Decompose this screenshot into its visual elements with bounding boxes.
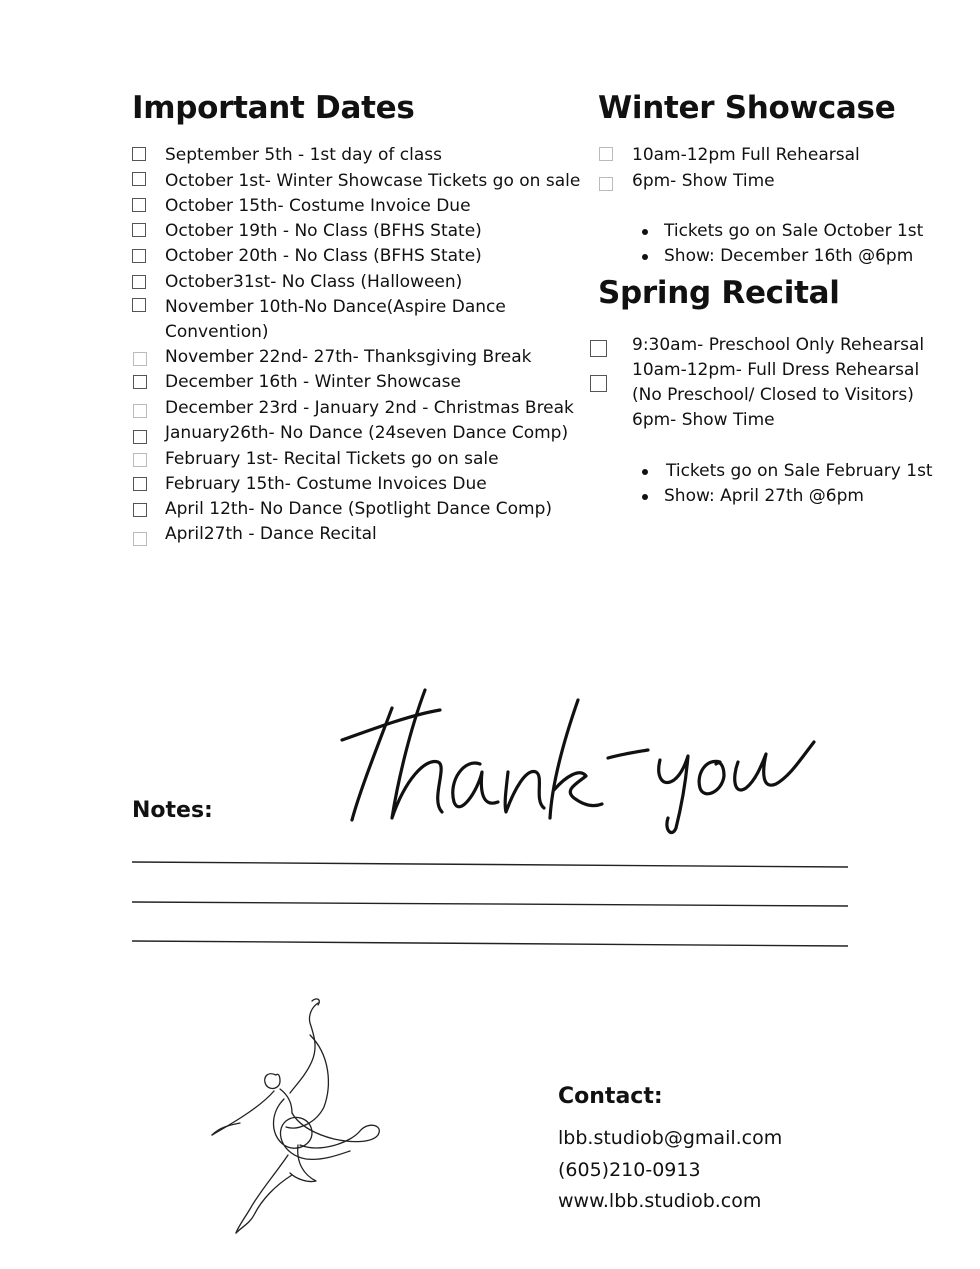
bullet-item: Tickets go on Sale February 1st <box>640 459 933 484</box>
contact-label: Contact: <box>558 1084 663 1109</box>
date-item: February 15th- Costume Invoices Due <box>165 474 487 494</box>
checkbox[interactable] <box>132 147 146 161</box>
checkbox[interactable] <box>133 453 147 467</box>
date-item: January26th- No Dance (24seven Dance Comp) <box>165 423 569 443</box>
recital-item: 6pm- Show Time <box>632 410 775 430</box>
checkbox[interactable] <box>133 352 147 366</box>
date-item: April 12th- No Dance (Spotlight Dance Comp) <box>165 499 552 519</box>
checkbox[interactable] <box>132 249 146 263</box>
date-item: October 15th- Costume Invoice Due <box>165 196 471 216</box>
showcase-item: 6pm- Show Time <box>632 171 775 191</box>
checkbox[interactable] <box>590 375 607 392</box>
checkbox[interactable] <box>132 172 146 186</box>
contact-phone[interactable]: (605)210-0913 <box>558 1159 701 1181</box>
checkbox[interactable] <box>133 430 147 444</box>
recital-item: 9:30am- Preschool Only Rehearsal <box>632 335 925 355</box>
recital-item: 10am-12pm- Full Dress Rehearsal <box>632 360 920 380</box>
checkbox[interactable] <box>133 477 147 491</box>
dancer-illustration <box>200 995 390 1240</box>
winter-showcase-bullets <box>640 219 923 269</box>
bullet-item: Show: April 27th @6pm <box>640 484 933 509</box>
spring-recital-bullets <box>640 459 933 509</box>
checkbox[interactable] <box>590 340 607 357</box>
bullet-item: Tickets go on Sale October 1st <box>640 219 923 244</box>
checkbox[interactable] <box>133 375 147 389</box>
winter-showcase-title: Winter Showcase <box>598 90 896 126</box>
checkbox[interactable] <box>133 532 147 546</box>
date-item: October 19th - No Class (BFHS State) <box>165 221 482 241</box>
checkbox[interactable] <box>599 177 613 191</box>
checkbox[interactable] <box>132 298 146 312</box>
spring-recital-title: Spring Recital <box>598 275 840 311</box>
checkbox[interactable] <box>599 147 613 161</box>
checkbox[interactable] <box>132 198 146 212</box>
checkbox[interactable] <box>133 503 147 517</box>
date-item: November 22nd- 27th- Thanksgiving Break <box>165 347 532 367</box>
date-item: November 10th-No Dance(Aspire Dance <box>165 297 506 317</box>
date-item: April27th - Dance Recital <box>165 524 377 544</box>
checkbox[interactable] <box>132 223 146 237</box>
date-item: October 20th - No Class (BFHS State) <box>165 246 482 266</box>
notes-lines[interactable] <box>130 850 852 960</box>
checkbox[interactable] <box>133 404 147 418</box>
date-item-continued: Convention) <box>165 322 269 342</box>
notes-label: Notes: <box>132 798 213 823</box>
checkbox[interactable] <box>132 275 146 289</box>
showcase-item: 10am-12pm Full Rehearsal <box>632 145 860 165</box>
recital-item: (No Preschool/ Closed to Visitors) <box>632 385 914 405</box>
important-dates-title: Important Dates <box>132 90 415 126</box>
contact-website[interactable]: www.lbb.studiob.com <box>558 1190 762 1212</box>
date-item: September 5th - 1st day of class <box>165 145 442 165</box>
date-item: February 1st- Recital Tickets go on sale <box>165 449 499 469</box>
contact-email[interactable]: lbb.studiob@gmail.com <box>558 1127 783 1149</box>
date-item: December 23rd - January 2nd - Christmas Break <box>165 398 574 418</box>
thank-you-script <box>330 680 830 840</box>
bullet-item: Show: December 16th @6pm <box>640 244 923 269</box>
date-item: October 1st- Winter Showcase Tickets go on sale <box>165 171 581 191</box>
date-item: October31st- No Class (Halloween) <box>165 272 463 292</box>
date-item: December 16th - Winter Showcase <box>165 372 461 392</box>
